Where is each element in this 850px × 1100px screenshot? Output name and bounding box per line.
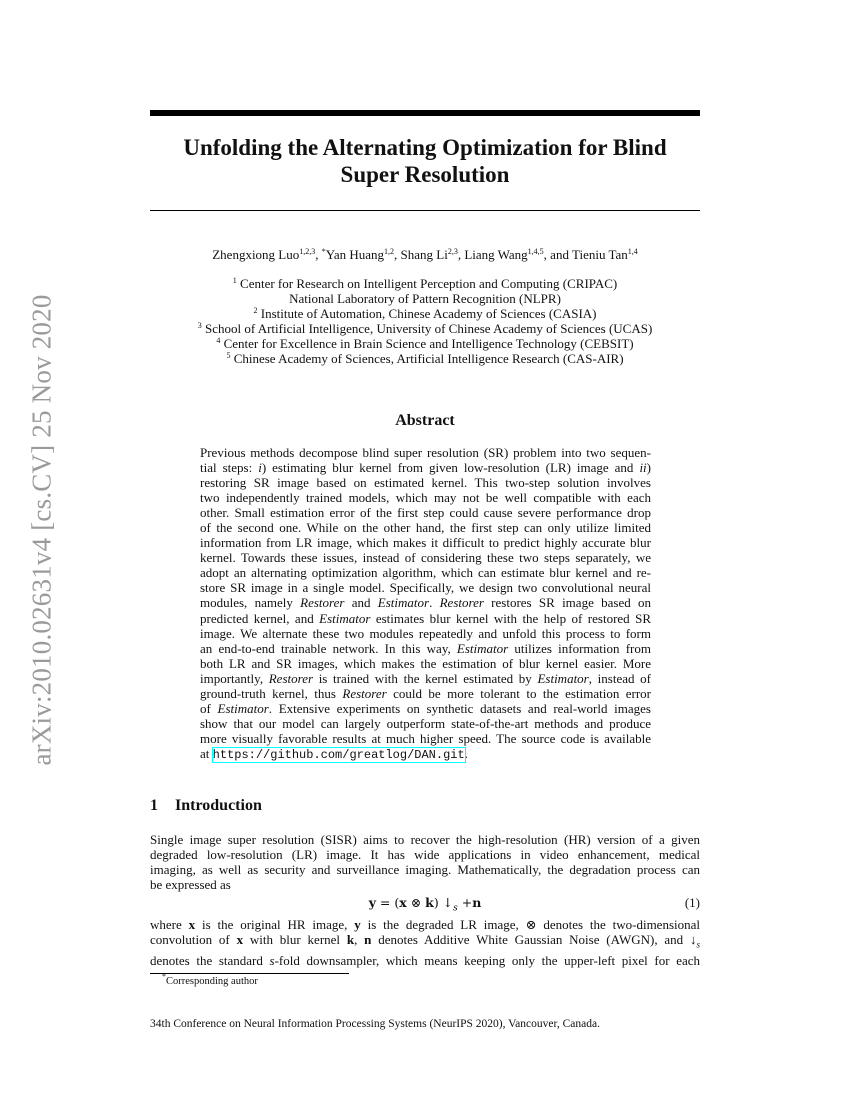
abstract-body (200, 445, 651, 763)
intro-line: convolution of x with blur kernel k, n denotes Additive White Gaussian Noise (AWGN), and $↓_s$ (150, 932, 701, 950)
abstract-line: both LR and SR images, which makes the estimation of blur kernel easier. More (200, 655, 651, 671)
abstract-line: image. We alternate these two modules repeatedly and unfold this process to form (200, 625, 651, 641)
section-number: 1 (150, 797, 158, 814)
abstract-last-line: at https://github.com/greatlog/DAN.git. (200, 745, 468, 762)
equation-body: y = (x ⊗ k) $↓_s +n$ (368, 895, 482, 914)
affiliation: $^5$ Chinese Academy of Sciences, Artificial Intelligence Research (CAS-AIR) (226, 351, 624, 366)
abstract-line: ground-truth kernel, thus Restorer could be more tolerant to the estimation error (200, 685, 651, 701)
section-heading (150, 797, 700, 815)
intro-line: imaging, as well as security and surveillance imaging. Mathematically, the degradation process can (150, 862, 700, 878)
intro-line: denotes the standard s-fold downsampler, which means keeping only the upper-left pixel for each (150, 952, 700, 968)
equation-number: (1) (684, 895, 700, 910)
abstract-line: predicted kernel, and Estimator estimates blur kernel with the help of restored SR (200, 610, 651, 626)
abstract-line: modules, namely Restorer and Estimator. Restorer restores SR image based on (200, 595, 651, 611)
intro-line: where x is the original HR image, y is the degraded LR image, ⊗ denotes the two-dimensional (150, 917, 700, 932)
abstract-line: more visually favorable results at much higher speed. The source code is available (200, 730, 651, 746)
intro-line: be expressed as (150, 877, 231, 893)
abstract-line: restoring SR image based on estimated kernel. This two-step solution involves (200, 475, 651, 491)
affiliation: $^1$ Center for Research on Intelligent Perception and Computing (CRIPAC) (232, 276, 618, 291)
author: Tieniu Tan$^{1,4}$ (571, 247, 638, 262)
abstract-line: of Estimator. Extensive experiments on synthetic datasets and real-world images (200, 700, 651, 716)
abstract-heading: Abstract (395, 412, 455, 429)
affiliation-list (150, 276, 700, 366)
affiliation: $^4$ Center for Excellence in Brain Science and Intelligence Technology (CEBSIT) (216, 336, 634, 351)
abstract-line: of the second one. While on the other hand, the first step can only utilize limited (200, 520, 651, 536)
arxiv-identifier: arXiv:2010.02631v4 [cs.CV] 25 Nov 2020 (26, 294, 57, 766)
author: Liang Wang$^{1,4,5}$ (464, 247, 544, 262)
abstract-line: adopt an alternating optimization algorithm, which can estimate blur kernel and re- (200, 565, 651, 581)
title-top-rule (150, 110, 700, 116)
title-line: Super Resolution (340, 162, 510, 187)
abstract-line: two independently trained models, which may not be well compatible with each (200, 490, 651, 506)
abstract-line: Previous methods decompose blind super resolution (SR) problem into two sequen- (200, 445, 651, 460)
abstract-line: tial steps: i) estimating blur kernel from given low-resolution (LR) image and ii) (200, 460, 652, 476)
title-line: Unfolding the Alternating Optimization for Blind (183, 135, 667, 160)
section-title: Introduction (175, 797, 262, 814)
paper-title (150, 134, 700, 188)
abstract-line: information from LR image, which makes it difficult to predict highly accurate blur (200, 535, 651, 551)
affiliation: National Laboratory of Pattern Recognition (NLPR) (289, 291, 561, 306)
abstract-line: store SR image in a single model. Specifically, we design two convolutional neural (200, 580, 651, 596)
abstract-line: other. Small estimation error of the first step could cause severe performance drop (200, 505, 651, 521)
abstract-line: importantly, Restorer is trained with the kernel estimated by Estimator, instead of (200, 670, 651, 686)
venue-note: 34th Conference on Neural Information Processing Systems (NeurIPS 2020), Vancouver, Canada. (150, 1018, 600, 1030)
author-list: Zhengxiong Luo$^{1,2,3}$, *Yan Huang$^{1,2}$, Shang Li$^{2,3}$, Liang Wang$^{1,4,5}$, and Tieniu Tan$^{1,4}$ (212, 247, 638, 262)
title-bottom-rule (150, 210, 700, 211)
intro-line: degraded low-resolution (LR) image. It has wide applications in video enhancement, medical (150, 847, 700, 863)
intro-paragraph (150, 832, 700, 892)
author: Shang Li$^{2,3}$ (400, 247, 458, 262)
abstract-line: an end-to-end trainable network. In this way, Estimator utilizes information from (200, 640, 651, 656)
author: Zhengxiong Luo$^{1,2,3}$ (212, 247, 316, 262)
intro-continuation (150, 917, 700, 968)
intro-line: Single image super resolution (SISR) aims to recover the high-resolution (HR) version of a given (150, 832, 700, 847)
source-code-link[interactable]: https://github.com/greatlog/DAN.git (212, 747, 465, 762)
affiliation: $^3$ School of Artificial Intelligence, University of Chinese Academy of Sciences (UCAS) (197, 321, 653, 336)
equation-1 (150, 895, 700, 914)
abstract-line: kernel. Towards these issues, instead of considering these two steps separately, we (200, 550, 651, 566)
abstract-line: show that our model can largely outperform state-of-the-art methods and produce (200, 715, 651, 731)
footnote-rule (150, 973, 349, 974)
footnote: *Corresponding author (162, 972, 258, 987)
author: *Yan Huang$^{1,2}$ (321, 247, 395, 262)
affiliation: $^2$ Institute of Automation, Chinese Academy of Sciences (CASIA) (253, 306, 597, 321)
